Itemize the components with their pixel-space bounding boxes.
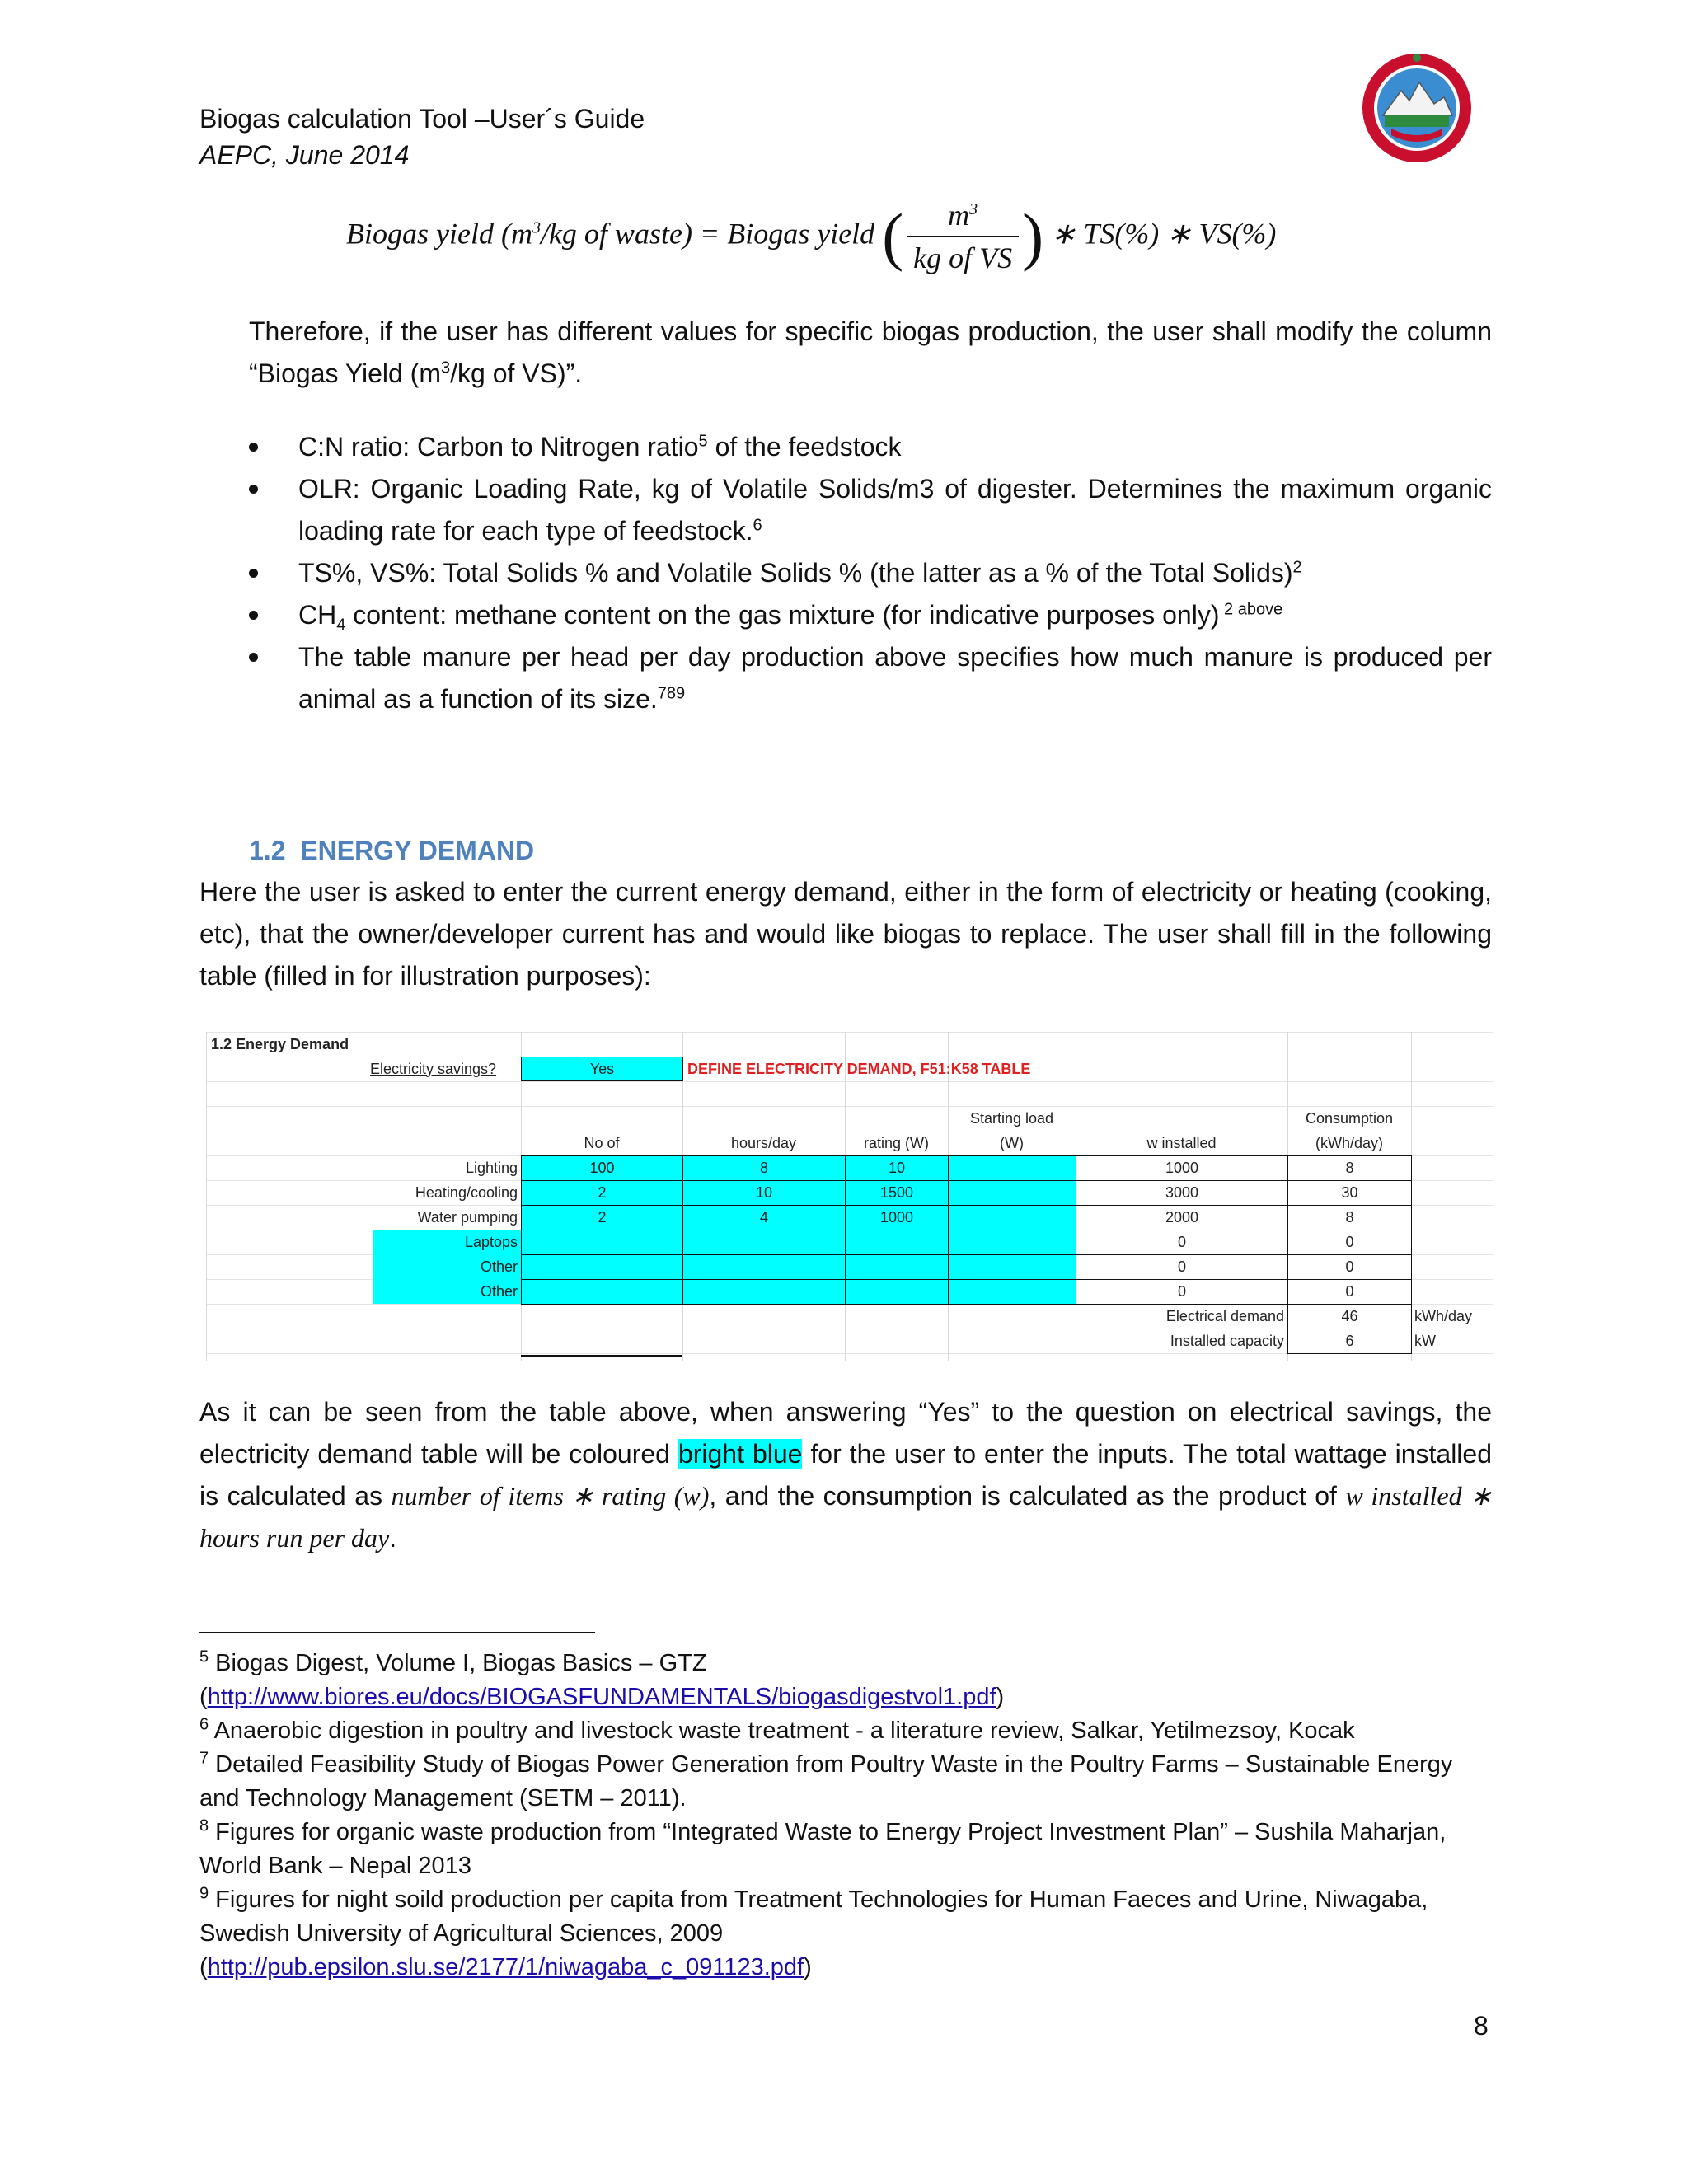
row-label-laptops[interactable]: Laptops bbox=[373, 1230, 521, 1254]
input-rating-other-1[interactable] bbox=[845, 1254, 949, 1280]
electrical-demand-label: Electrical demand bbox=[1165, 1307, 1284, 1324]
w-installed-lighting: 1000 bbox=[1076, 1155, 1288, 1181]
sheet-title: 1.2 Energy Demand bbox=[211, 1035, 349, 1052]
input-rating-lighting[interactable]: 10 bbox=[845, 1155, 949, 1181]
input-starting-load-lighting[interactable] bbox=[948, 1155, 1076, 1181]
row-label-other-1[interactable]: Other bbox=[373, 1254, 521, 1279]
col-header-hours: hours/day bbox=[730, 1134, 797, 1151]
input-starting-load-heating-cooling[interactable] bbox=[948, 1180, 1076, 1206]
footnote-6: $^6$ Anaerobic digestion in poultry and livestock waste treatment - a literature review, Salkar, Yetilmezsoy, Kocak bbox=[199, 1715, 1355, 1744]
list-item: The table manure per head per day production above specifies how much manure is produced per animal as a function of its size.$^{789}$ bbox=[249, 636, 1492, 720]
footnote-9: $^9$ Figures for night soild production per capita from Treatment Technologies for Human Faeces and Urine, Niwagaba, Swedish University of Agricultural Sciences, 2009 (http://pub.epsilon.slu.se/2177/1/niwagaba_c_091123.pdf) bbox=[199, 1884, 1428, 1980]
col-header-no-of: No of bbox=[584, 1134, 620, 1151]
row-label-lighting: Lighting bbox=[465, 1159, 518, 1176]
consumption-water-pumping: 8 bbox=[1287, 1205, 1412, 1230]
w-installed-laptops: 0 bbox=[1076, 1230, 1288, 1255]
electricity-savings-select[interactable]: Yes bbox=[521, 1057, 683, 1081]
document-title: Biogas calculation Tool –User´s Guide bbox=[199, 104, 645, 134]
input-starting-load-other-1[interactable] bbox=[948, 1254, 1076, 1280]
consumption-other-1: 0 bbox=[1287, 1254, 1412, 1280]
list-item: TS%, VS%: Total Solids % and Volatile Solids % (the latter as a % of the Total Solids)$^2$ bbox=[249, 552, 1492, 594]
w-installed-water-pumping: 2000 bbox=[1076, 1205, 1288, 1230]
installed-capacity-unit: kW bbox=[1414, 1332, 1436, 1349]
col-header-starting-load-unit: (W) bbox=[1000, 1134, 1024, 1151]
biogas-yield-note: Therefore, if the user has different values for specific biogas production, the user shall modify the column “Biogas Yield ($m^3/kg$ of VS)”. bbox=[249, 316, 1492, 388]
input-starting-load-water-pumping[interactable] bbox=[948, 1205, 1076, 1230]
installed-capacity-value: 6 bbox=[1287, 1329, 1412, 1354]
row-label-water-pumping: Water pumping bbox=[417, 1208, 518, 1226]
input-rating-laptops[interactable] bbox=[845, 1230, 949, 1255]
bright-blue-highlight: bright blue bbox=[678, 1439, 803, 1469]
footnote-9-link[interactable]: http://pub.epsilon.slu.se/2177/1/niwagaba_c_091123.pdf bbox=[207, 1954, 804, 1980]
biogas-yield-formula: Biogas yield ($m^3/kg$ of waste) = Biogas yield ( $\frac{m^3}{\text{kg of VS}}$ ) ∗ TS(%) ∗ VS(%) bbox=[346, 194, 1276, 279]
electricity-savings-label: Electricity savings? bbox=[370, 1060, 497, 1077]
consumption-other-2: 0 bbox=[1287, 1279, 1412, 1305]
input-no-of-heating-cooling[interactable]: 2 bbox=[521, 1180, 683, 1206]
installed-capacity-label: Installed capacity bbox=[1170, 1332, 1284, 1349]
col-header-w-installed: w installed bbox=[1146, 1134, 1217, 1151]
electrical-demand-value: 46 bbox=[1287, 1304, 1412, 1329]
list-item: C:N ratio: Carbon to Nitrogen ratio$^5$ of the feedstock bbox=[249, 426, 1492, 468]
input-rating-water-pumping[interactable]: 1000 bbox=[845, 1205, 949, 1230]
footnote-8: $^8$ Figures for organic waste production from “Integrated Waste to Energy Project Investment Plan” – Sushila Maharjan, World Bank – Nepal 2013 bbox=[199, 1816, 1447, 1879]
w-installed-other-2: 0 bbox=[1076, 1279, 1288, 1305]
input-hours-laptops[interactable] bbox=[682, 1230, 846, 1255]
page-number: 8 bbox=[1474, 2011, 1489, 2041]
col-header-consumption: Consumption bbox=[1305, 1109, 1394, 1127]
list-item: OLR: Organic Loading Rate, kg of Volatile Solids/m3 of digester. Determines the maximum organic loading rate for each type of feedstock.$^6$ bbox=[249, 468, 1492, 552]
define-demand-warning: DEFINE ELECTRICITY DEMAND, F51:K58 TABLE bbox=[687, 1060, 1031, 1077]
input-hours-lighting[interactable]: 8 bbox=[682, 1155, 846, 1181]
electrical-demand-unit: kWh/day bbox=[1414, 1307, 1473, 1324]
footnote-5-link[interactable]: http://www.biores.eu/docs/BIOGASFUNDAMENTALS/biogasdigestvol1.pdf bbox=[207, 1684, 996, 1710]
input-no-of-other-1[interactable] bbox=[521, 1254, 683, 1280]
input-starting-load-laptops[interactable] bbox=[948, 1230, 1076, 1255]
list-item: $CH_4$ content: methane content on the gas mixture (for indicative purposes only) $^{2 above}$ bbox=[249, 594, 1492, 636]
input-no-of-water-pumping[interactable]: 2 bbox=[521, 1205, 683, 1230]
energy-demand-spreadsheet bbox=[206, 1032, 1493, 1361]
input-rating-heating-cooling[interactable]: 1500 bbox=[845, 1180, 949, 1206]
footnote-5: $^5$ Biogas Digest, Volume I, Biogas Basics – GTZ (http://www.biores.eu/docs/BIOGASFUNDAMENTALS/biogasdigestvol1.pdf) bbox=[199, 1647, 1005, 1710]
input-hours-other-1[interactable] bbox=[682, 1254, 846, 1280]
input-hours-other-2[interactable] bbox=[682, 1279, 846, 1305]
selected-cell-marker bbox=[521, 1355, 682, 1357]
input-hours-water-pumping[interactable]: 4 bbox=[682, 1205, 846, 1230]
consumption-laptops: 0 bbox=[1287, 1230, 1412, 1255]
w-installed-heating-cooling: 3000 bbox=[1076, 1180, 1288, 1206]
parameter-bullet-list bbox=[249, 426, 1492, 720]
document-subtitle: AEPC, June 2014 bbox=[199, 140, 410, 170]
input-no-of-lighting[interactable]: 100 bbox=[521, 1155, 683, 1181]
consumption-lighting: 8 bbox=[1287, 1155, 1412, 1181]
footnote-divider bbox=[199, 1632, 595, 1633]
input-no-of-laptops[interactable] bbox=[521, 1230, 683, 1255]
w-installed-other-1: 0 bbox=[1076, 1254, 1288, 1280]
col-header-consumption-unit: (kWh/day) bbox=[1315, 1134, 1383, 1151]
input-starting-load-other-2[interactable] bbox=[948, 1279, 1076, 1305]
footnote-7: $^7$ Detailed Feasibility Study of Biogas Power Generation from Poultry Waste in the Poultry Farms – Sustainable Energy and Technology Management (SETM – 2011). bbox=[199, 1749, 1453, 1811]
table-explanation: As it can be seen from the table above, when answering “Yes” to the question on electrical savings, the electricity demand table will be coloured bright blue for the user to enter the inputs. The total wattage installed is calculated as number of items ∗ rating (w), and the consumption is calculated as the product of w installed ∗ hours run per day. bbox=[199, 1397, 1493, 1553]
nepal-emblem-logo bbox=[1358, 49, 1475, 166]
section-intro: Here the user is asked to enter the current energy demand, either in the form of electricity or heating (cooking, etc), that the owner/developer current has and would like biogas to replace. The user shall fill in the following table (filled in for illustration purposes): bbox=[199, 877, 1492, 991]
row-label-heating-cooling: Heating/cooling bbox=[415, 1183, 518, 1201]
section-heading: 1.2 ENERGY DEMAND bbox=[249, 836, 535, 865]
col-header-rating: rating (W) bbox=[863, 1134, 929, 1151]
row-label-other-2[interactable]: Other bbox=[373, 1279, 521, 1304]
input-no-of-other-2[interactable] bbox=[521, 1279, 683, 1305]
col-header-starting-load: Starting load bbox=[969, 1109, 1054, 1127]
input-rating-other-2[interactable] bbox=[845, 1279, 949, 1305]
consumption-heating-cooling: 30 bbox=[1287, 1180, 1412, 1206]
input-hours-heating-cooling[interactable]: 10 bbox=[682, 1180, 846, 1206]
